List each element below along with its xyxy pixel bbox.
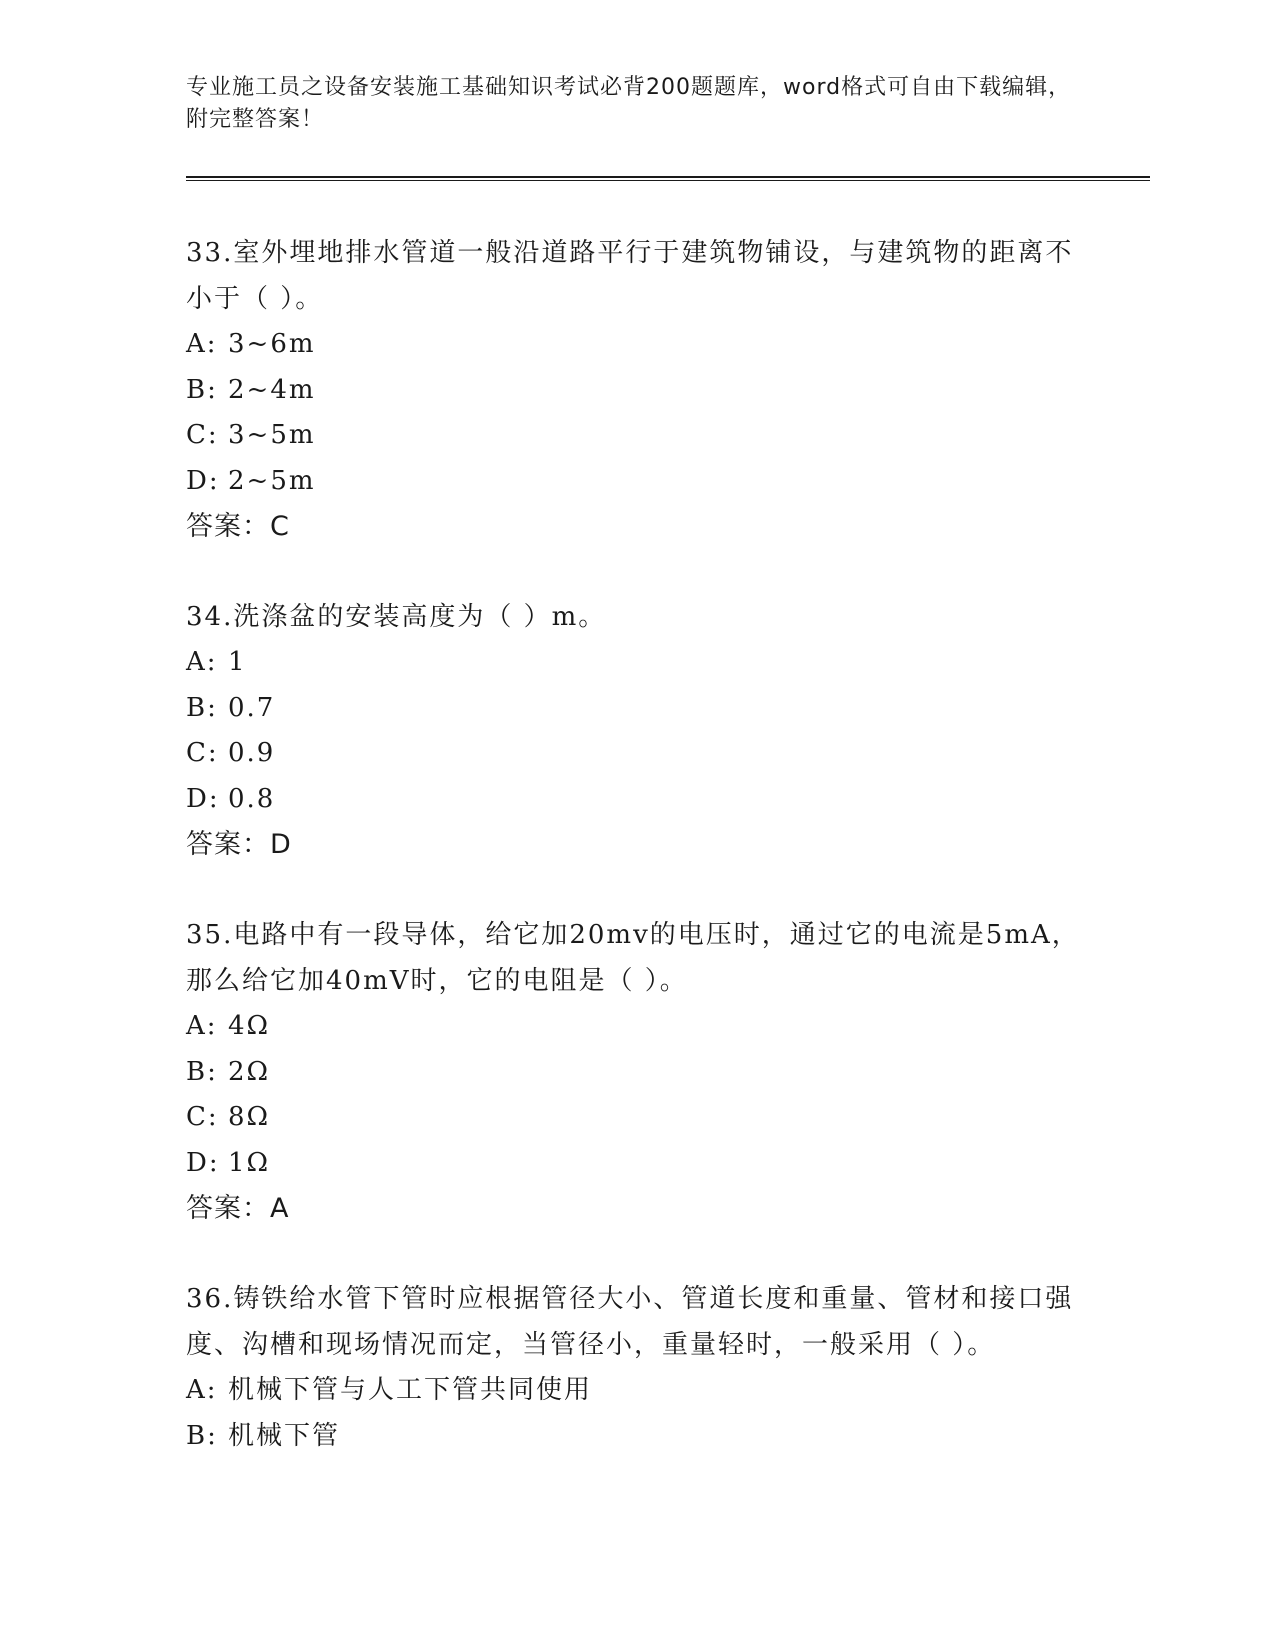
option-text: 8Ω: [228, 1102, 271, 1132]
option-letter: C:: [186, 1102, 219, 1132]
option-text: 2~4m: [228, 374, 316, 405]
answer-line: 答案：C: [186, 511, 290, 542]
option-c: [186, 1095, 1086, 1141]
question-stem: 36.铸铁给水管下管时应根据管径大小、管道长度和重量、管材和接口强度、沟槽和现场情况而定，当管径小，重量轻时，一般采用（ ）。: [186, 1284, 1074, 1360]
option-a: [186, 1004, 1086, 1050]
option-letter: A:: [186, 647, 218, 677]
option-letter: C:: [186, 738, 219, 768]
answer-line: 答案：A: [186, 1193, 290, 1224]
option-letter: D:: [186, 783, 220, 814]
option-b: [186, 368, 1086, 414]
option-text: 0.9: [228, 738, 276, 768]
option-b: [186, 1414, 1086, 1460]
option-letter: B:: [186, 1056, 218, 1087]
option-text: 机械下管与人工下管共同使用: [228, 1375, 593, 1405]
option-c: [186, 731, 1086, 777]
option-b: [186, 1050, 1086, 1096]
header-divider: [186, 176, 1150, 181]
option-text: 3~5m: [228, 420, 316, 450]
option-letter: D:: [186, 1147, 220, 1178]
option-b: [186, 686, 1086, 732]
question-35: [186, 912, 1086, 1232]
option-a: [186, 1368, 1086, 1414]
option-letter: D:: [186, 465, 220, 496]
option-text: 0.8: [228, 783, 276, 814]
option-d: [186, 459, 1086, 505]
option-text: 4Ω: [228, 1011, 271, 1041]
option-letter: A:: [186, 1011, 218, 1041]
option-text: 机械下管: [228, 1420, 341, 1451]
option-letter: C:: [186, 420, 219, 450]
option-d: [186, 1141, 1086, 1187]
option-d: [186, 777, 1086, 823]
option-letter: B:: [186, 374, 218, 405]
option-text: 1Ω: [228, 1147, 271, 1178]
question-list: [186, 230, 1086, 1503]
option-text: 2~5m: [228, 465, 316, 496]
option-text: 0.7: [228, 692, 276, 723]
option-letter: B:: [186, 1420, 218, 1451]
document-header-title: 专业施工员之设备安装施工基础知识考试必背200题题库，word格式可自由下载编辑，附完整答案！: [186, 75, 1072, 132]
option-letter: A:: [186, 329, 218, 359]
option-a: [186, 640, 1086, 686]
question-33: [186, 230, 1086, 550]
question-stem: 35.电路中有一段导体，给它加20mv的电压时，通过它的电流是5mA，那么给它加40mV时，它的电阻是（ ）。: [186, 920, 1080, 996]
answer-line: 答案：D: [186, 829, 292, 860]
option-letter: B:: [186, 692, 218, 723]
question-stem: 34.洗涤盆的安装高度为（ ）m。: [186, 602, 607, 632]
option-a: [186, 322, 1086, 368]
option-c: [186, 413, 1086, 459]
question-36: [186, 1276, 1086, 1459]
question-34: [186, 594, 1086, 868]
option-text: 2Ω: [228, 1056, 271, 1087]
option-text: 1: [228, 647, 247, 677]
option-letter: A:: [186, 1375, 218, 1405]
question-stem: 33.室外埋地排水管道一般沿道路平行于建筑物铺设，与建筑物的距离不小于（ ）。: [186, 238, 1074, 314]
option-text: 3~6m: [228, 329, 316, 359]
